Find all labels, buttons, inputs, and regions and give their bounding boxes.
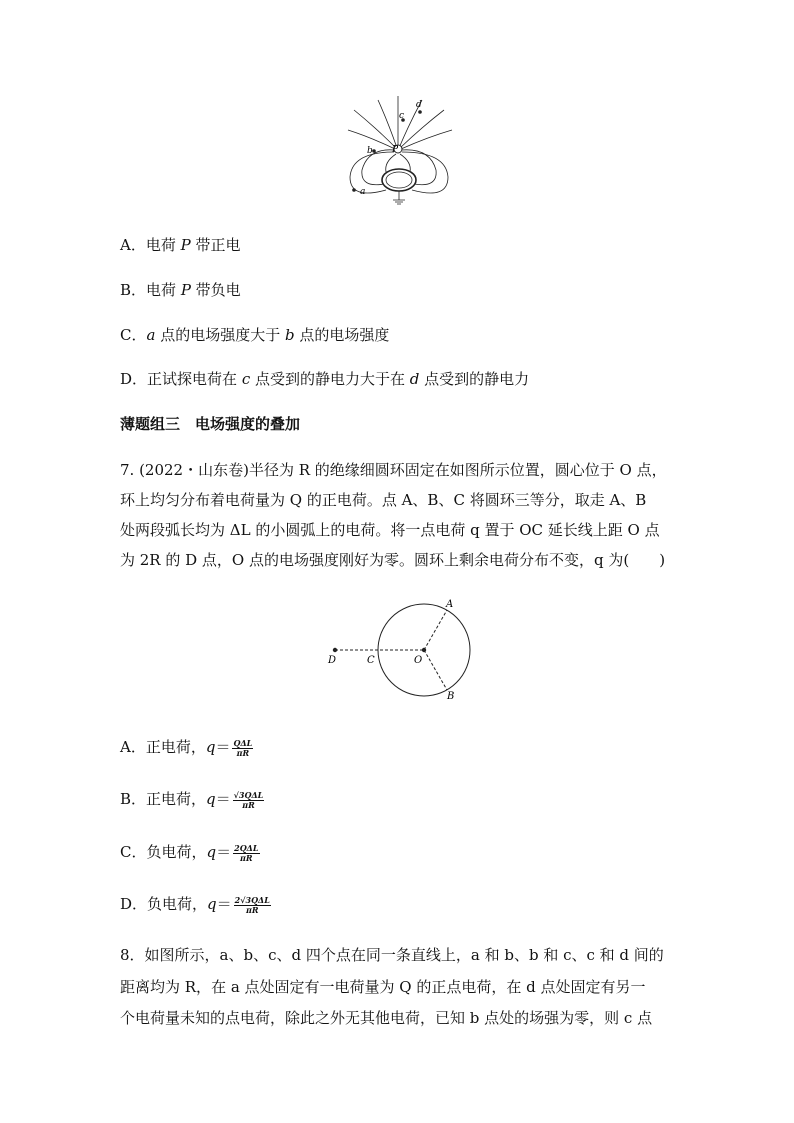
q6-option-c: C．a 点的电场强度大于 b 点的电场强度 <box>120 326 390 344</box>
q8-line-3: 个电荷量未知的点电荷，除此之外无其他电荷，已知 b 点处的场强为零，则 c 点 <box>120 1009 653 1027</box>
q7-option-c: C．负电荷，q＝ $\frac{\text{2QΔL}}{\pi R}$ <box>120 842 259 863</box>
q7-option-a: A．正电荷，q＝ $\frac{\text{QΔL}}{\pi R}$ <box>120 737 253 758</box>
ring-figure <box>322 595 482 705</box>
q7-option-b: B．正电荷，q＝ $\frac{\text{√3QΔL}}{\pi R}$ <box>120 789 264 810</box>
label-A: A <box>446 599 454 610</box>
q8-line-2: 距离均为 R，在 a 点处固定有一电荷量为 Q 的正点电荷，在 d 点处固定有另一 <box>120 978 646 996</box>
label-B: B <box>447 691 455 702</box>
label-a: a <box>360 187 366 197</box>
q7-line-3: 处两段弧长均为 ΔL 的小圆弧上的电荷。将一点电荷 q 置于 OC 延长线上距 O 点 <box>120 521 660 539</box>
label-C: C <box>367 655 375 666</box>
q6-option-b: B．电荷 P 带负电 <box>120 281 241 299</box>
label-P: P <box>392 145 399 155</box>
q7-option-d: D．负电荷，q＝ $\frac{\text{2√3QΔL}}{\pi R}$ <box>120 894 270 915</box>
q7-line-1: 7. (2022・山东卷)半径为 R 的绝缘细圆环固定在如图所示位置，圆心位于 O 点， <box>120 461 667 479</box>
label-b: b <box>367 146 373 156</box>
label-O: O <box>414 655 423 666</box>
section-title: 薄题组三 电场强度的叠加 <box>120 415 301 433</box>
q6-option-a: A．电荷 P 带正电 <box>120 236 241 254</box>
q8-line-1: 8．如图所示，a、b、c、d 四个点在同一条直线上，a 和 b、b 和 c、c 和 d 间的 <box>120 946 664 964</box>
label-D: D <box>328 655 337 666</box>
label-c: c <box>399 111 405 121</box>
q7-line-4: 为 2R 的 D 点，O 点的电场强度刚好为零。圆环上剩余电荷分布不变，q 为( ) <box>120 551 666 569</box>
field-lines-figure <box>340 92 460 217</box>
q7-line-2: 环上均匀分布着电荷量为 Q 的正电荷。点 A、B、C 将圆环三等分，取走 A、B <box>120 491 647 509</box>
label-d: d <box>416 100 422 110</box>
q6-option-d: D．正试探电荷在 c 点受到的静电力大于在 d 点受到的静电力 <box>120 370 530 388</box>
